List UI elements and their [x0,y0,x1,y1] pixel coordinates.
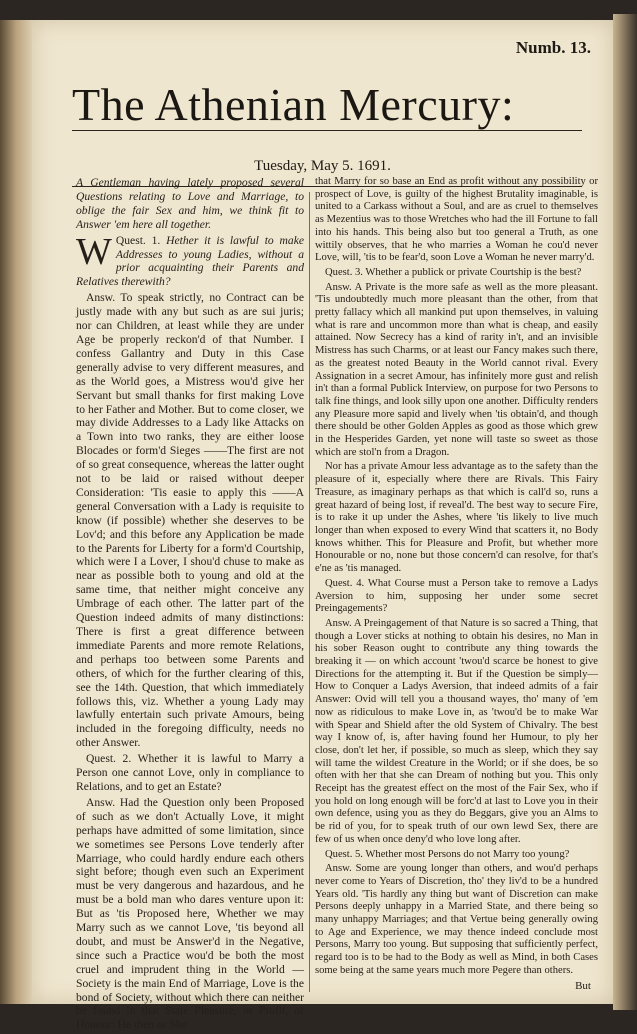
question-1 [76,230,304,290]
catchword: But [575,980,591,992]
question-2: Quest. 2. Whether it is lawful to Marry a Person one cannot Love, only in compliance to Relations, and to get an Estate? [76,752,304,793]
issue-date: Tuesday, May 5. 1691. [254,158,391,174]
column-right [315,176,598,980]
page-edge [613,14,637,1010]
question-5: Quest. 5. Whether most Persons do not Marry too young? [325,848,570,860]
column-divider [309,192,310,992]
answer-5: Answ. Some are young longer than others, and wou'd perhaps never come to Years of Discretion, tho' they liv'd to be a hundred Years old. 'Tis hardly any thing but want of Discretion can make Persons deeply unhappy in a Married State, and there being so many unhappy Marriages; and that Vertue being generally owing to Age and Experience, we may thence indeed conclude most Persons, Marry too young. But supposing that sufficiently perfect, regard too is to be had to the Body as well as Mind, in both Cases some being at the same years much more Pegere than others. [315,863,598,976]
answer-2: Answ. Had the Question only been Proposed of such as we don't Actually Love, it might perhaps have admitted of some limitation, since we sometimes see Persons Love tenderly after Marriage, who could hardly endure each others sight before; though even such an Experiment must be very dangerous and hazardous, and he must be a bold man who dares venture upon it: But as 'tis Proposed here, Whether we may Marry such as we cannot Love, 'tis beyond all doubt, and must be Answer'd in the Negative, since such a Practice wou'd be both the most cruel and imprudent thing in the World — Society is the main End of Marriage, Love is the bond of Society, without which there can neither be found in that State Pleasure, or Profit, or Honour: He then or She [76,795,304,1032]
top-rule [72,130,582,131]
answer-3-cont: Nor has a private Amour less advantage as to the safety than the pleasure of it, especially where there are Rivals. This Fairy Treasure, as imaginary perhaps as that which is call'd so, runs a great hazard of being lost, if reveal'd. The best way to secure Fire, is to rake it up under the Ashes, where 'tis likely to live much longer than when exposed to every Wind that scatters it, no Body knows whither. This for Pleasure and Profit, but whether more Honourable or no, none but those concern'd can resolve, for that's e'ne as 'tis managed. [315,461,598,575]
question-4: Quest. 4. What Course must a Person take to remove a Ladys Aversion to him, supposing her under some secret Preingagements? [315,577,598,615]
answer-1: Answ. To speak strictly, no Contract can be justly made with any but such as are sui juris; nor can Children, at least while they are under Age be properly reckon'd of that Number. I confess Gallantry and Duty in this Case generally advise to very different measures, and as the World goes, a Mistress wou'd give her Servant but small thanks for first making Love to her Father and Mother. But to come closer, we may divide Addresses to a Lady like Attacks on a Town into two ranks, they are either loose Blocades or form'd Sieges ——The first are not of so great consequence, whereas the latter ought not to be laid or raised without deeper Consideration: 'Tis easie to apply this ——A general Conversation with a Lady is requisite to know (if possible) whether she deserves to be Lov'd; and this before any Application be made to the Parents for Liberty for a form'd Courtship, which were I a Lover, I shou'd chuse to make as near as possible both to young and old at the same time, that neither might conceive any Umbrage of each other. The latter part of the Question indeed admits of many distinctions: There is first a great difference between immediate Parents and more remote Relations, and perhaps too between some Parents and others, of which for the further clearing of this, see the 14th. Question, that which immediately follows this, viz. Whether a young Lady may lawfully entertain such private Amours, being included in the foregoing difficulty, needs no other Answer. [76,291,304,750]
continuation-paragraph: that Marry for so base an End as profit without any possibility or prospect of Love, is guilty of the highest Brutality imaginable, is united to a Carkass without a Soul, and are as cruel to themselves as Mezentius was to those Wretches who had the ill Fortune to fall into his hands. This being also but too general a Truth, as one wittily observes, that he who marries a Woman he cou'd never Love, will, 'tis to be fear'd, soon Love a Woman he never marry'd. [315,176,598,264]
masthead-title: The Athenian Mercury: [72,79,515,130]
answer-4: Answ. A Preingagement of that Nature is so sacred a Thing, that though a Lover sticks at nothing to obtain his desires, no Man in his sober Reason ought to contribute any thing towards the breaking it — on which account 'twou'd scarce be honest to give Directions for the attempting it. But if the Question be simply—How to Conquer a Ladys Aversion, that indeed admits of a fair Answer: Ovid will tell you a thousand wayes, tho' many of 'em now as ridiculous to make Love in, as 'twou'd be to make War with Spear and Shield after the old System of Chivalry. The best way I know of, is, after having found her Humour, to ply her close, don't let her, if possible, so much as sleep, which they say will tame the wildest Creature in the World; or if she does, be so often with her that she can Dream of nothing but you. This only Receipt has the greatest effect on the most of the Fair Sex, who if you hold on long enough will be forc'd at last to Love you in their own defence, using you as they do Beggars, give you an Alms to be rid of you, for to speak truth of our own lewd Sex, there are few of us when once deny'd who love long after. [315,617,598,845]
answer-3: Answ. A Private is the more safe as well as the more pleasant. 'Tis undoubtedly much more pleasant than the other, from that pretty fallacy which all mankind put upon themselves, in valuing what is rare and uncommon more than what is cheap, and easily attained. Now Secrecy has a kind of rarity in't, and an invisible Mistress has such Charms, or at least our Fancy makes such there, as the greatest noted Beauty in the World cannot rival. Every Assignation in a secret Amour, has infinitely more gust and relish in't than a formal Publick Interview, on purpose for two Persons to talk fine things, and look silly upon one another. Difficulty renders any Pleasure more sapid and lively when 'tis obtain'd, and though there should be other Golden Apples as good as those which grew in the Hesperides Garden, yet none will taste so sweet as those which are stol'n from a Dragon. [315,281,598,458]
intro-text: A Gentleman having lately proposed several Questions relating to Love and Marriage, to oblige the fair Sex and him, we think fit to Answer 'em here all together. [76,176,304,231]
column-left [76,176,304,1034]
drop-cap: W [76,230,112,273]
question-1-label: Quest. 1. [115,233,161,247]
question-1-text: Hether it is lawful to make Addresses to young Ladies, without a prior acquainting their Parents and Relatives therewith? [76,233,304,289]
newspaper-page [32,20,613,1032]
book-spine [0,20,36,1004]
issue-number: Numb. 13. [515,38,591,57]
question-3: Quest. 3. Whether a publick or private Courtship is the best? [325,266,582,278]
